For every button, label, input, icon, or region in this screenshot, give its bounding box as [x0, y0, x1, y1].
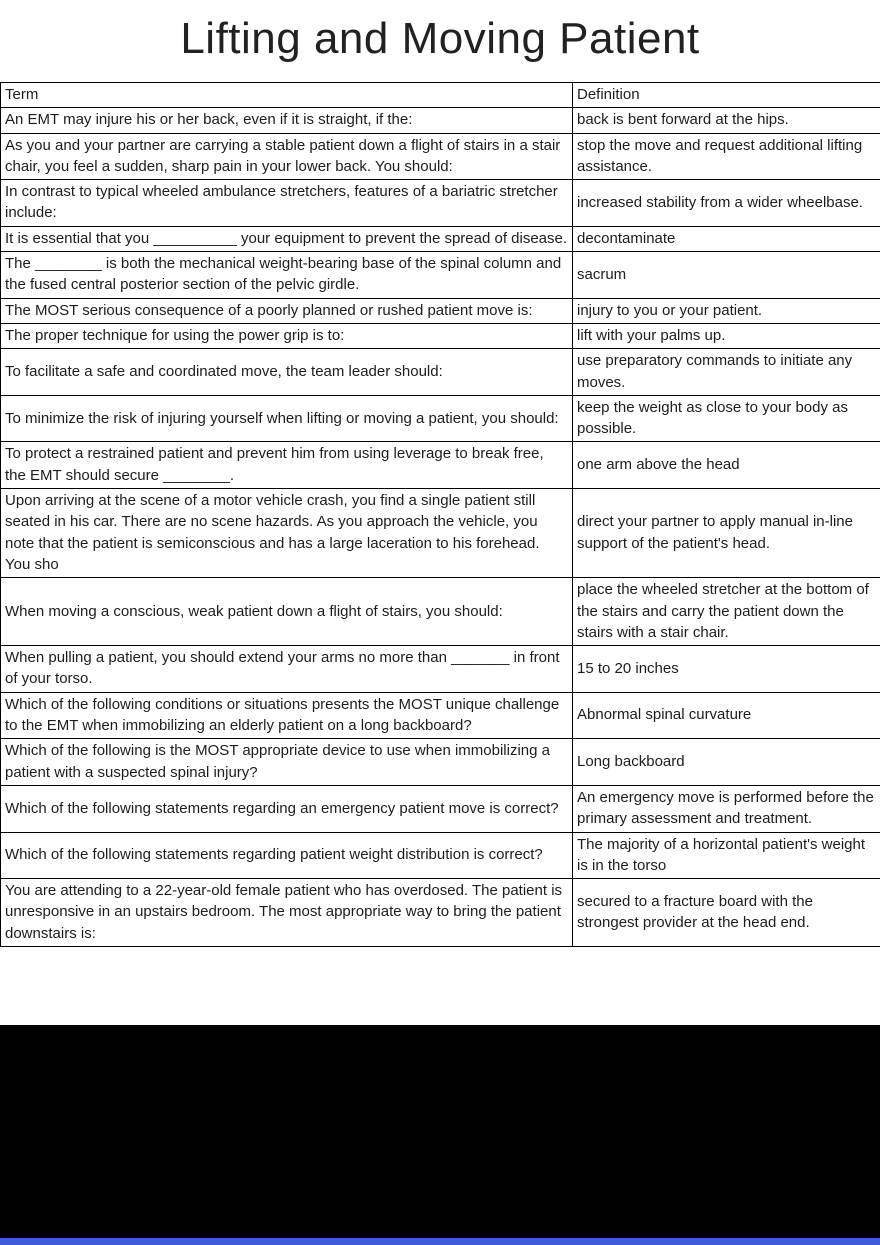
definition-cell: 15 to 20 inches — [573, 646, 880, 693]
term-cell: When moving a conscious, weak patient down a flight of stairs, you should: — [1, 578, 573, 646]
definition-cell: increased stability from a wider wheelbase. — [573, 180, 880, 227]
term-cell: Which of the following conditions or situations presents the MOST unique challenge to the EMT when immobilizing an elderly patient on a long backboard? — [1, 692, 573, 739]
definition-cell: place the wheeled stretcher at the bottom of the stairs and carry the patient down the stairs with a stair chair. — [573, 578, 880, 646]
flashcard-table — [0, 82, 880, 947]
table-row — [1, 349, 880, 396]
term-column-header: Term — [1, 83, 573, 108]
term-cell: To facilitate a safe and coordinated move, the team leader should: — [1, 349, 573, 396]
table-row — [1, 578, 880, 646]
table-row — [1, 879, 880, 947]
definition-cell: The majority of a horizontal patient's weight is in the torso — [573, 832, 880, 879]
term-cell: Upon arriving at the scene of a motor vehicle crash, you find a single patient still seated in his car. There are no scene hazards. As you approach the vehicle, you note that the patient is semiconscious and has a large laceration to his forehead. You sho — [1, 489, 573, 578]
table-row — [1, 252, 880, 299]
footer-accent-bar — [0, 1238, 880, 1245]
term-cell: It is essential that you __________ your equipment to prevent the spread of disease. — [1, 226, 573, 251]
definition-cell: Abnormal spinal curvature — [573, 692, 880, 739]
definition-cell: secured to a fracture board with the strongest provider at the head end. — [573, 879, 880, 947]
footer-black-bar — [0, 1025, 880, 1238]
term-cell: When pulling a patient, you should extend your arms no more than _______ in front of your torso. — [1, 646, 573, 693]
definition-cell: one arm above the head — [573, 442, 880, 489]
table-row — [1, 785, 880, 832]
whitespace-gap — [0, 947, 880, 1025]
definition-cell: decontaminate — [573, 226, 880, 251]
definition-cell: Long backboard — [573, 739, 880, 786]
table-row — [1, 108, 880, 133]
term-cell: Which of the following statements regarding an emergency patient move is correct? — [1, 785, 573, 832]
definition-cell: keep the weight as close to your body as possible. — [573, 395, 880, 442]
definition-cell: use preparatory commands to initiate any moves. — [573, 349, 880, 396]
term-cell: In contrast to typical wheeled ambulance stretchers, features of a bariatric stretcher include: — [1, 180, 573, 227]
table-row — [1, 442, 880, 489]
table-row — [1, 739, 880, 786]
table-row — [1, 180, 880, 227]
table-row — [1, 832, 880, 879]
table-row — [1, 395, 880, 442]
term-cell: The proper technique for using the power grip is to: — [1, 323, 573, 348]
term-cell: Which of the following is the MOST appropriate device to use when immobilizing a patient with a suspected spinal injury? — [1, 739, 573, 786]
table-row — [1, 298, 880, 323]
term-cell: Which of the following statements regarding patient weight distribution is correct? — [1, 832, 573, 879]
table-row — [1, 323, 880, 348]
definition-cell: stop the move and request additional lifting assistance. — [573, 133, 880, 180]
term-cell: The MOST serious consequence of a poorly planned or rushed patient move is: — [1, 298, 573, 323]
term-cell: As you and your partner are carrying a stable patient down a flight of stairs in a stair chair, you feel a sudden, sharp pain in your lower back. You should: — [1, 133, 573, 180]
definition-cell: An emergency move is performed before the primary assessment and treatment. — [573, 785, 880, 832]
table-row — [1, 489, 880, 578]
term-cell: An EMT may injure his or her back, even if it is straight, if the: — [1, 108, 573, 133]
page-title: Lifting and Moving Patient — [180, 14, 700, 63]
definition-column-header: Definition — [573, 83, 880, 108]
definition-cell: back is bent forward at the hips. — [573, 108, 880, 133]
definition-cell: lift with your palms up. — [573, 323, 880, 348]
table-row — [1, 133, 880, 180]
term-cell: The ________ is both the mechanical weight-bearing base of the spinal column and the fused central posterior section of the pelvic girdle. — [1, 252, 573, 299]
table-row — [1, 692, 880, 739]
definition-cell: direct your partner to apply manual in-line support of the patient's head. — [573, 489, 880, 578]
term-cell: You are attending to a 22-year-old female patient who has overdosed. The patient is unresponsive in an upstairs bedroom. The most appropriate way to bring the patient downstairs is: — [1, 879, 573, 947]
definition-cell: sacrum — [573, 252, 880, 299]
table-header-row — [1, 83, 880, 108]
term-cell: To protect a restrained patient and prevent him from using leverage to break free, the EMT should secure ________. — [1, 442, 573, 489]
table-row — [1, 646, 880, 693]
term-cell: To minimize the risk of injuring yourself when lifting or moving a patient, you should: — [1, 395, 573, 442]
definition-cell: injury to you or your patient. — [573, 298, 880, 323]
table-body — [1, 108, 880, 947]
table-row — [1, 226, 880, 251]
